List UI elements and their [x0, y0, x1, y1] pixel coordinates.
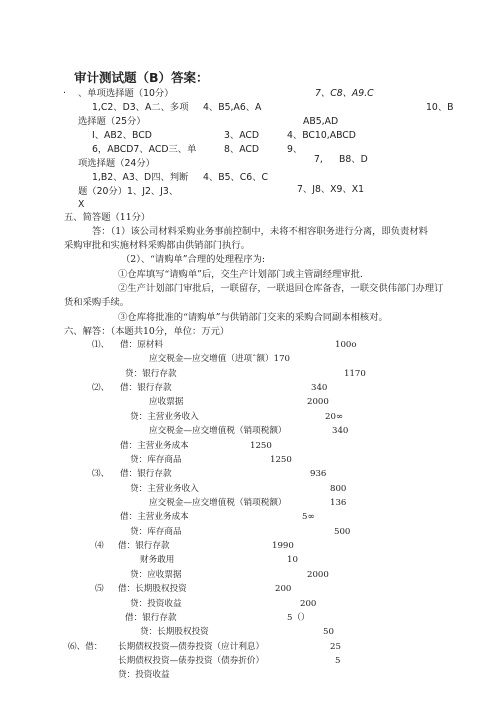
entry5-debit-value: 200: [275, 584, 292, 594]
entry3-debit2-value: 5∞: [302, 512, 315, 522]
part1-row9-left: X: [78, 199, 85, 210]
part1-row5-right: 9、: [287, 144, 303, 155]
entry4-debit: 借：银行存款: [118, 541, 170, 551]
entry1-credit: 贷：银行存款: [125, 369, 177, 379]
entry3-debit2: 借：主营业务成本: [120, 512, 189, 522]
part1-row2-mid: 4、B5,A6、A: [203, 102, 262, 113]
part1-row3-left: 选择题（25分）: [78, 116, 146, 127]
part5-heading: 五、简答题（11分）: [64, 212, 151, 223]
bullet-mark: ·: [63, 88, 66, 99]
part1-row5-mid: 8、ACD: [224, 144, 260, 155]
entry4-debit2-value: 10: [287, 555, 298, 565]
entry3-credit: 贷：主营业务收入: [130, 484, 199, 494]
entry5-num: ⑸: [95, 584, 104, 594]
entry4-num: ⑷: [95, 541, 104, 551]
part1-row5-left: 6，ABCD7、ACD三、单: [92, 144, 197, 155]
entry1-debit: 借：原材料: [120, 340, 163, 350]
entry5-debit: 借：长期股权投资: [118, 584, 187, 594]
entry2-debit3: 借：主营业务成本: [120, 441, 189, 451]
part1-row2-left: 1,C2、D3、A二、多项: [92, 102, 189, 113]
entry5-credit-value: 200: [300, 599, 317, 609]
entry1-credit-value: 1170: [344, 369, 366, 379]
part1-row7-mid: 4、B5、C6、C: [203, 172, 268, 183]
part1-row7-left: 1,B2、A3、D四、判断: [92, 172, 189, 183]
entry6-credit: 贷：投资收益: [118, 670, 170, 680]
entry1-debit2: 应交税金—应交增值（进项ˆ额）170: [149, 354, 291, 364]
entry4-credit: 贷：应收票据: [130, 570, 182, 580]
entry2-debit2-value: 2000: [307, 397, 329, 407]
entry2-debit3-value: 1250: [250, 441, 272, 451]
entry2-debit2: 应收票据: [149, 397, 184, 407]
part1-row6-mid: 7,: [314, 154, 323, 165]
entry6-num: ⑹、借：: [68, 642, 103, 652]
entry2-credit3-value: 1250: [270, 455, 292, 465]
entry3-credit3: 贷：库存商品: [130, 527, 182, 537]
entry3-credit2: 应交税金—应交增值税（销项税额）: [149, 498, 287, 508]
entry3-credit3-value: 500: [334, 527, 351, 537]
entry5-credit2-value: 50: [323, 627, 334, 637]
entry3-debit-value: 936: [310, 469, 327, 479]
part1-row8-left: 题（20分）1、J2、J3、: [78, 186, 179, 197]
entry5-debit2: 借：银行存款: [125, 613, 177, 623]
entry1-num: ⑴、: [92, 340, 110, 350]
entry2-debit-value: 340: [311, 383, 328, 393]
part1-row4-left: I、AB2、BCD: [92, 130, 152, 141]
entry2-credit-value: 20∞: [325, 412, 344, 422]
entry5-credit2: 贷：长期股权投资: [140, 627, 209, 637]
entry3-credit2-value: 136: [330, 498, 347, 508]
entry3-debit: 借：银行存款: [120, 469, 172, 479]
part1-row1-left: 、单项选择题（10分）: [78, 88, 174, 99]
part5-p1: 答：（1）该公司材料采购业务事前控制中，未将不相容职务进行分离，即负责材料: [92, 226, 428, 237]
entry2-credit2-value: 340: [332, 426, 349, 436]
entry3-num: ⑶、: [92, 469, 110, 479]
entry3-credit-value: 800: [330, 484, 347, 494]
part5-item2b: 货和采购手续。: [64, 297, 130, 308]
part5-item3: ③仓库将批准的“请购单”与供销部门交来的采购合同副本相核对。: [118, 312, 388, 323]
entry4-debit-value: 1990: [272, 541, 294, 551]
part1-row6-right: B8、D: [339, 154, 368, 165]
part5-p1b: 采购审批和实施材料采购都由供销部门执行。: [64, 240, 250, 251]
entry1-debit-value: 100o: [335, 340, 357, 350]
entry2-num: ⑵、: [92, 383, 110, 393]
entry4-credit-value: 2000: [307, 570, 329, 580]
part1-row2-right: 10、B: [426, 102, 454, 113]
entry6-debit-value: 25: [330, 642, 341, 652]
part5-item2: ②生产计划部门审批后，一联留存，一联退回仓库备杳，一联交供伟部门办理订: [118, 283, 444, 294]
part1-row4-mid: 3、ACD: [224, 130, 260, 141]
entry5-debit2-value: 5（）: [287, 613, 310, 623]
entry2-credit2: 应交税金—应交增值税（销项税额）: [149, 426, 287, 436]
part1-row6-left: 项选择题（24分）: [78, 158, 155, 169]
entry2-credit3: 贷：库存商品: [130, 455, 182, 465]
part1-row1-right: 7、C8、A9.C: [315, 88, 374, 99]
part5-item1: ①仓库填写“请购单”后，交生产计划部门或主管副经理审批.: [118, 269, 363, 280]
entry5-credit: 贷：投资收益: [130, 599, 182, 609]
entry2-debit: 借：银行存款: [120, 383, 172, 393]
entry6-debit: 长期债权投资—债券投资（应计利息）: [118, 642, 265, 652]
entry4-debit2: 财务敢用: [140, 555, 175, 565]
entry2-credit: 贷：主营业务收入: [130, 412, 199, 422]
part5-p2: （2）、“请购单”合理的处理程序为:: [121, 254, 266, 265]
entry6-debit2: 长期债权投资—俵券投资（债券折价）: [118, 656, 265, 666]
part1-row4-right: 4、BC10,ABCD: [287, 130, 356, 141]
page-title: 审计测试题（B）答案：: [74, 70, 209, 85]
part6-heading: 六、解答：（本题共10分，单位：万元）: [64, 326, 230, 337]
entry6-debit2-value: 5: [335, 656, 341, 666]
part1-row3-right: AB5,AD: [303, 116, 339, 127]
part1-row8-right: 7、J8、X9、X1: [297, 184, 365, 195]
